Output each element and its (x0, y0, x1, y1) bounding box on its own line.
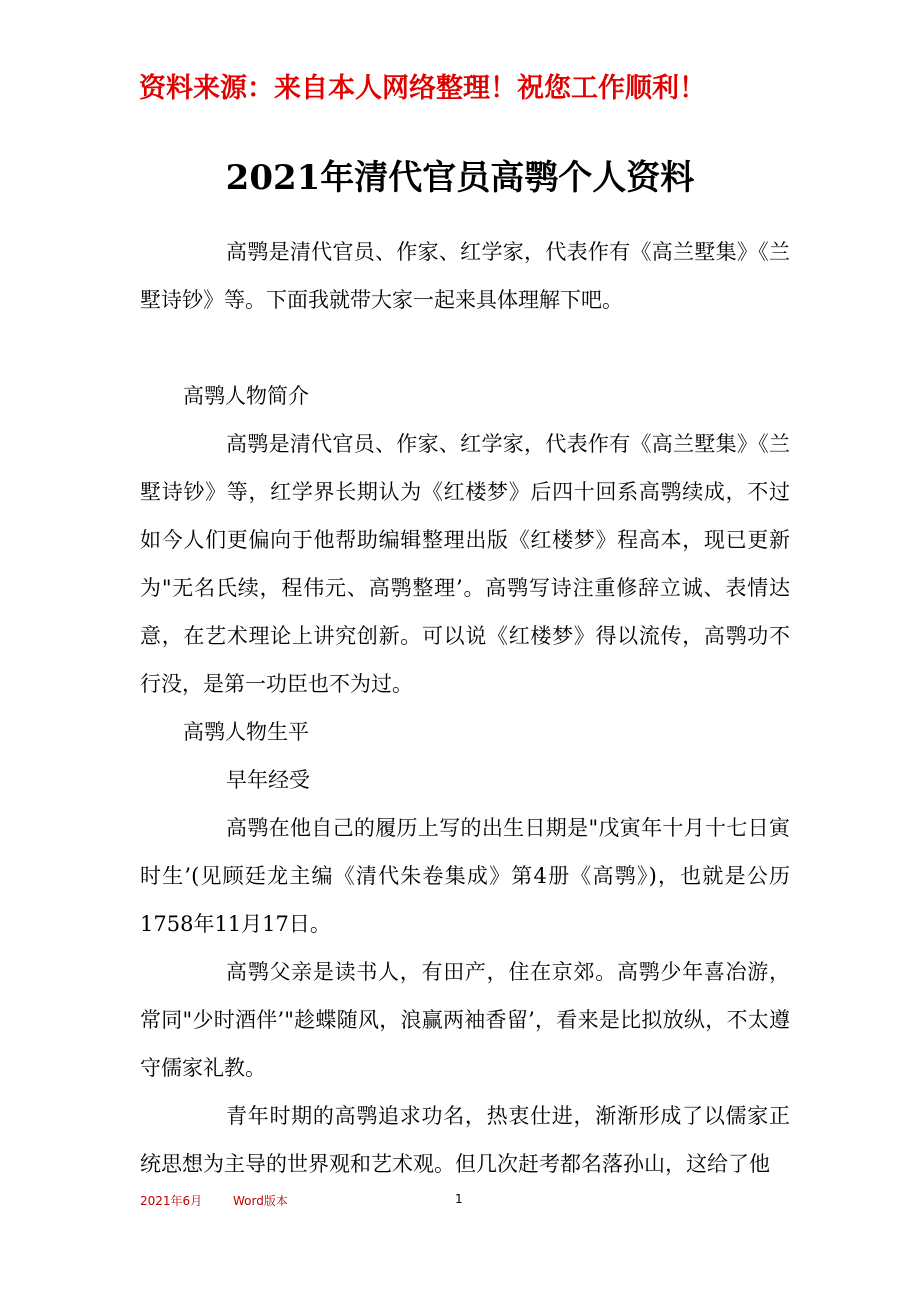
bio-paragraph: 高鹗是清代官员、作家、红学家，代表作有《高兰墅集》《兰墅诗钞》等，红学界长期认为《红楼梦》后四十回系高鹗续成，不过如今人们更偏向于他帮助编辑整理出版《红楼梦》程高本，现已更新为"无名氏续，程伟元、高鹗整理’。高鹗写诗注重修辞立诚、表情达意，在艺术理论上讲究创新。可以说《红楼梦》得以流传，高鹗功不行没，是第一功臣也不为过。 (140, 432, 790, 696)
document-title: 2021年清代官员高鹗个人资料 (225, 158, 695, 198)
youth-paragraph: 高鹗父亲是读书人，有田产，住在京郊。高鹗少年喜冶游，常同"少时酒伴’"趁蝶随风，浪赢两袖香留’，看来是比拟放纵，不太遵守儒家礼教。 (140, 960, 790, 1080)
section-heading-life: 高鹗人物生平 (183, 720, 309, 744)
footer-date: 2021年6月 (140, 1194, 203, 1208)
career-paragraph: 青年时期的高鹗追求功名，热衷仕进，渐渐形成了以儒家正统思想为主导的世界观和艺术观。但几次赶考都名落孙山，这给了他 (140, 1104, 790, 1176)
birth-paragraph: 高鹗在他自己的履历上写的出生日期是"戊寅年十月十七日寅时生’(见顾廷龙主编《清代朱卷集成》第4册《高鹗》)，也就是公历1758年11月17日。 (140, 816, 790, 936)
footer-version: Word版本 (233, 1194, 288, 1208)
section-heading-intro: 高鹗人物简介 (183, 384, 309, 408)
intro-paragraph: 高鹗是清代官员、作家、红学家，代表作有《高兰墅集》《兰墅诗钞》等。下面我就带大家一起来具体理解下吧。 (140, 240, 790, 312)
subheading-early-years: 早年经受 (226, 768, 310, 792)
page-number: 1 (455, 1192, 463, 1206)
source-header: 资料来源：来自本人网络整理！祝您工作顺利！ (139, 73, 706, 104)
